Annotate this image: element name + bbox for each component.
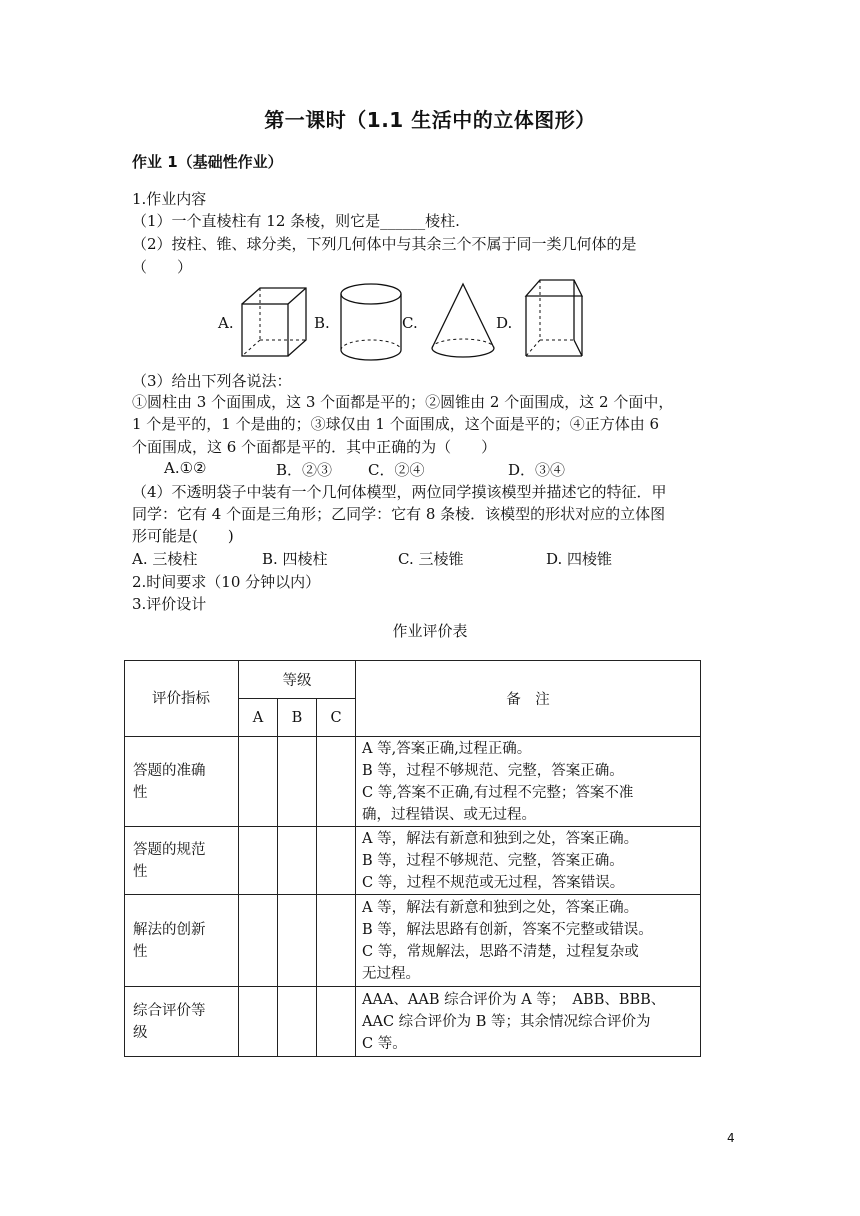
question-4-option-d: D. 四棱锥 <box>546 550 613 568</box>
question-4-line-1: （4）不透明袋子中装有一个几何体模型，两位同学摸该模型并描述它的特征．甲 <box>132 483 667 501</box>
table-row <box>125 895 701 987</box>
table-row <box>125 827 701 895</box>
figure-a-label: A. <box>218 314 234 332</box>
cube-figure <box>238 282 310 362</box>
page-number: 4 <box>727 1131 735 1145</box>
grade-cell-b <box>278 827 317 895</box>
question-4-option-b: B. 四棱柱 <box>262 550 328 568</box>
question-4-line-2: 同学：它有 4 个面是三角形；乙同学：它有 8 条棱．该模型的形状对应的立体图 <box>132 505 666 523</box>
table-header-row <box>125 661 701 699</box>
figure-b-label: B. <box>314 314 330 332</box>
question-2-line-2: （ ） <box>132 258 193 276</box>
grade-cell-c <box>317 895 356 987</box>
table-caption: 作业评价表 <box>392 622 468 640</box>
question-3-option-b: B．②③ <box>276 461 333 479</box>
grade-cell-a <box>239 895 278 987</box>
question-4-line-3: 形可能是( ) <box>132 527 234 545</box>
prism-figure <box>520 276 586 364</box>
table-row <box>125 987 701 1057</box>
header-indicator: 评价指标 <box>125 661 239 737</box>
header-grade-c: C <box>317 699 356 737</box>
cone-figure <box>430 282 498 362</box>
row-indicator: 答题的准确 性 <box>125 737 239 827</box>
question-4-option-a: A. 三棱柱 <box>132 550 198 568</box>
question-4-option-c: C. 三棱锥 <box>398 550 464 568</box>
question-2-line-1: （2）按柱、锥、球分类，下列几何体中与其余三个不属于同一类几何体的是 <box>132 235 637 253</box>
question-3-heading: （3）给出下列各说法： <box>132 372 292 390</box>
question-3-line-3: 个面围成，这 6 个面都是平的．其中正确的为（ ） <box>132 438 497 456</box>
row-indicator: 答题的规范 性 <box>125 827 239 895</box>
grade-cell-b <box>278 987 317 1057</box>
evaluation-table <box>124 660 701 1057</box>
question-3-option-d: D．③④ <box>508 461 566 479</box>
header-grade-b: B <box>278 699 317 737</box>
row-note: A 等,答案正确,过程正确。 B 等，过程不够规范、完整，答案正确。 C 等,答案不正确,有过程不完整；答案不准 确，过程错误、或无过程。 <box>356 737 701 827</box>
row-indicator: 综合评价等 级 <box>125 987 239 1057</box>
question-1: （1）一个直棱柱有 12 条棱，则它是______棱柱. <box>132 212 460 230</box>
question-3-line-2: 1 个是平的，1 个是曲的；③球仅由 1 个面围成，这个面是平的；④正方体由 6 <box>132 415 660 433</box>
figure-c-label: C. <box>402 314 418 332</box>
grade-cell-c <box>317 827 356 895</box>
grade-cell-b <box>278 737 317 827</box>
grade-cell-a <box>239 827 278 895</box>
header-grade: 等级 <box>239 661 356 699</box>
grade-cell-a <box>239 737 278 827</box>
grade-cell-c <box>317 737 356 827</box>
table-row <box>125 737 701 827</box>
header-grade-a: A <box>239 699 278 737</box>
section-3-heading: 3.评价设计 <box>132 595 207 613</box>
section-1-heading: 1.作业内容 <box>132 190 207 208</box>
row-note: AAA、AAB 综合评价为 A 等； ABB、BBB、 AAC 综合评价为 B 等；其余情况综合评价为 C 等。 <box>356 987 701 1057</box>
solid-figures <box>210 274 610 364</box>
question-3-option-c: C．②④ <box>368 461 425 479</box>
grade-cell-b <box>278 895 317 987</box>
cylinder-figure <box>338 280 404 364</box>
page-title: 第一课时（1.1 生活中的立体图形） <box>264 108 596 132</box>
grade-cell-c <box>317 987 356 1057</box>
header-note: 备 注 <box>356 661 701 737</box>
row-note: A 等，解法有新意和独到之处，答案正确。 B 等，解法思路有创新，答案不完整或错误。 C 等，常规解法，思路不清楚，过程复杂或 无过程。 <box>356 895 701 987</box>
question-3-line-1: ①圆柱由 3 个面围成，这 3 个面都是平的；②圆锥由 2 个面围成，这 2 个面中， <box>132 393 674 411</box>
row-note: A 等，解法有新意和独到之处，答案正确。 B 等，过程不够规范、完整，答案正确。 C 等，过程不规范或无过程，答案错误。 <box>356 827 701 895</box>
section-2-heading: 2.时间要求（10 分钟以内） <box>132 573 321 591</box>
grade-cell-a <box>239 987 278 1057</box>
question-3-option-a: A.①② <box>164 459 207 477</box>
row-indicator: 解法的创新 性 <box>125 895 239 987</box>
figure-d-label: D. <box>496 314 513 332</box>
homework-title: 作业 1（基础性作业） <box>132 153 283 171</box>
